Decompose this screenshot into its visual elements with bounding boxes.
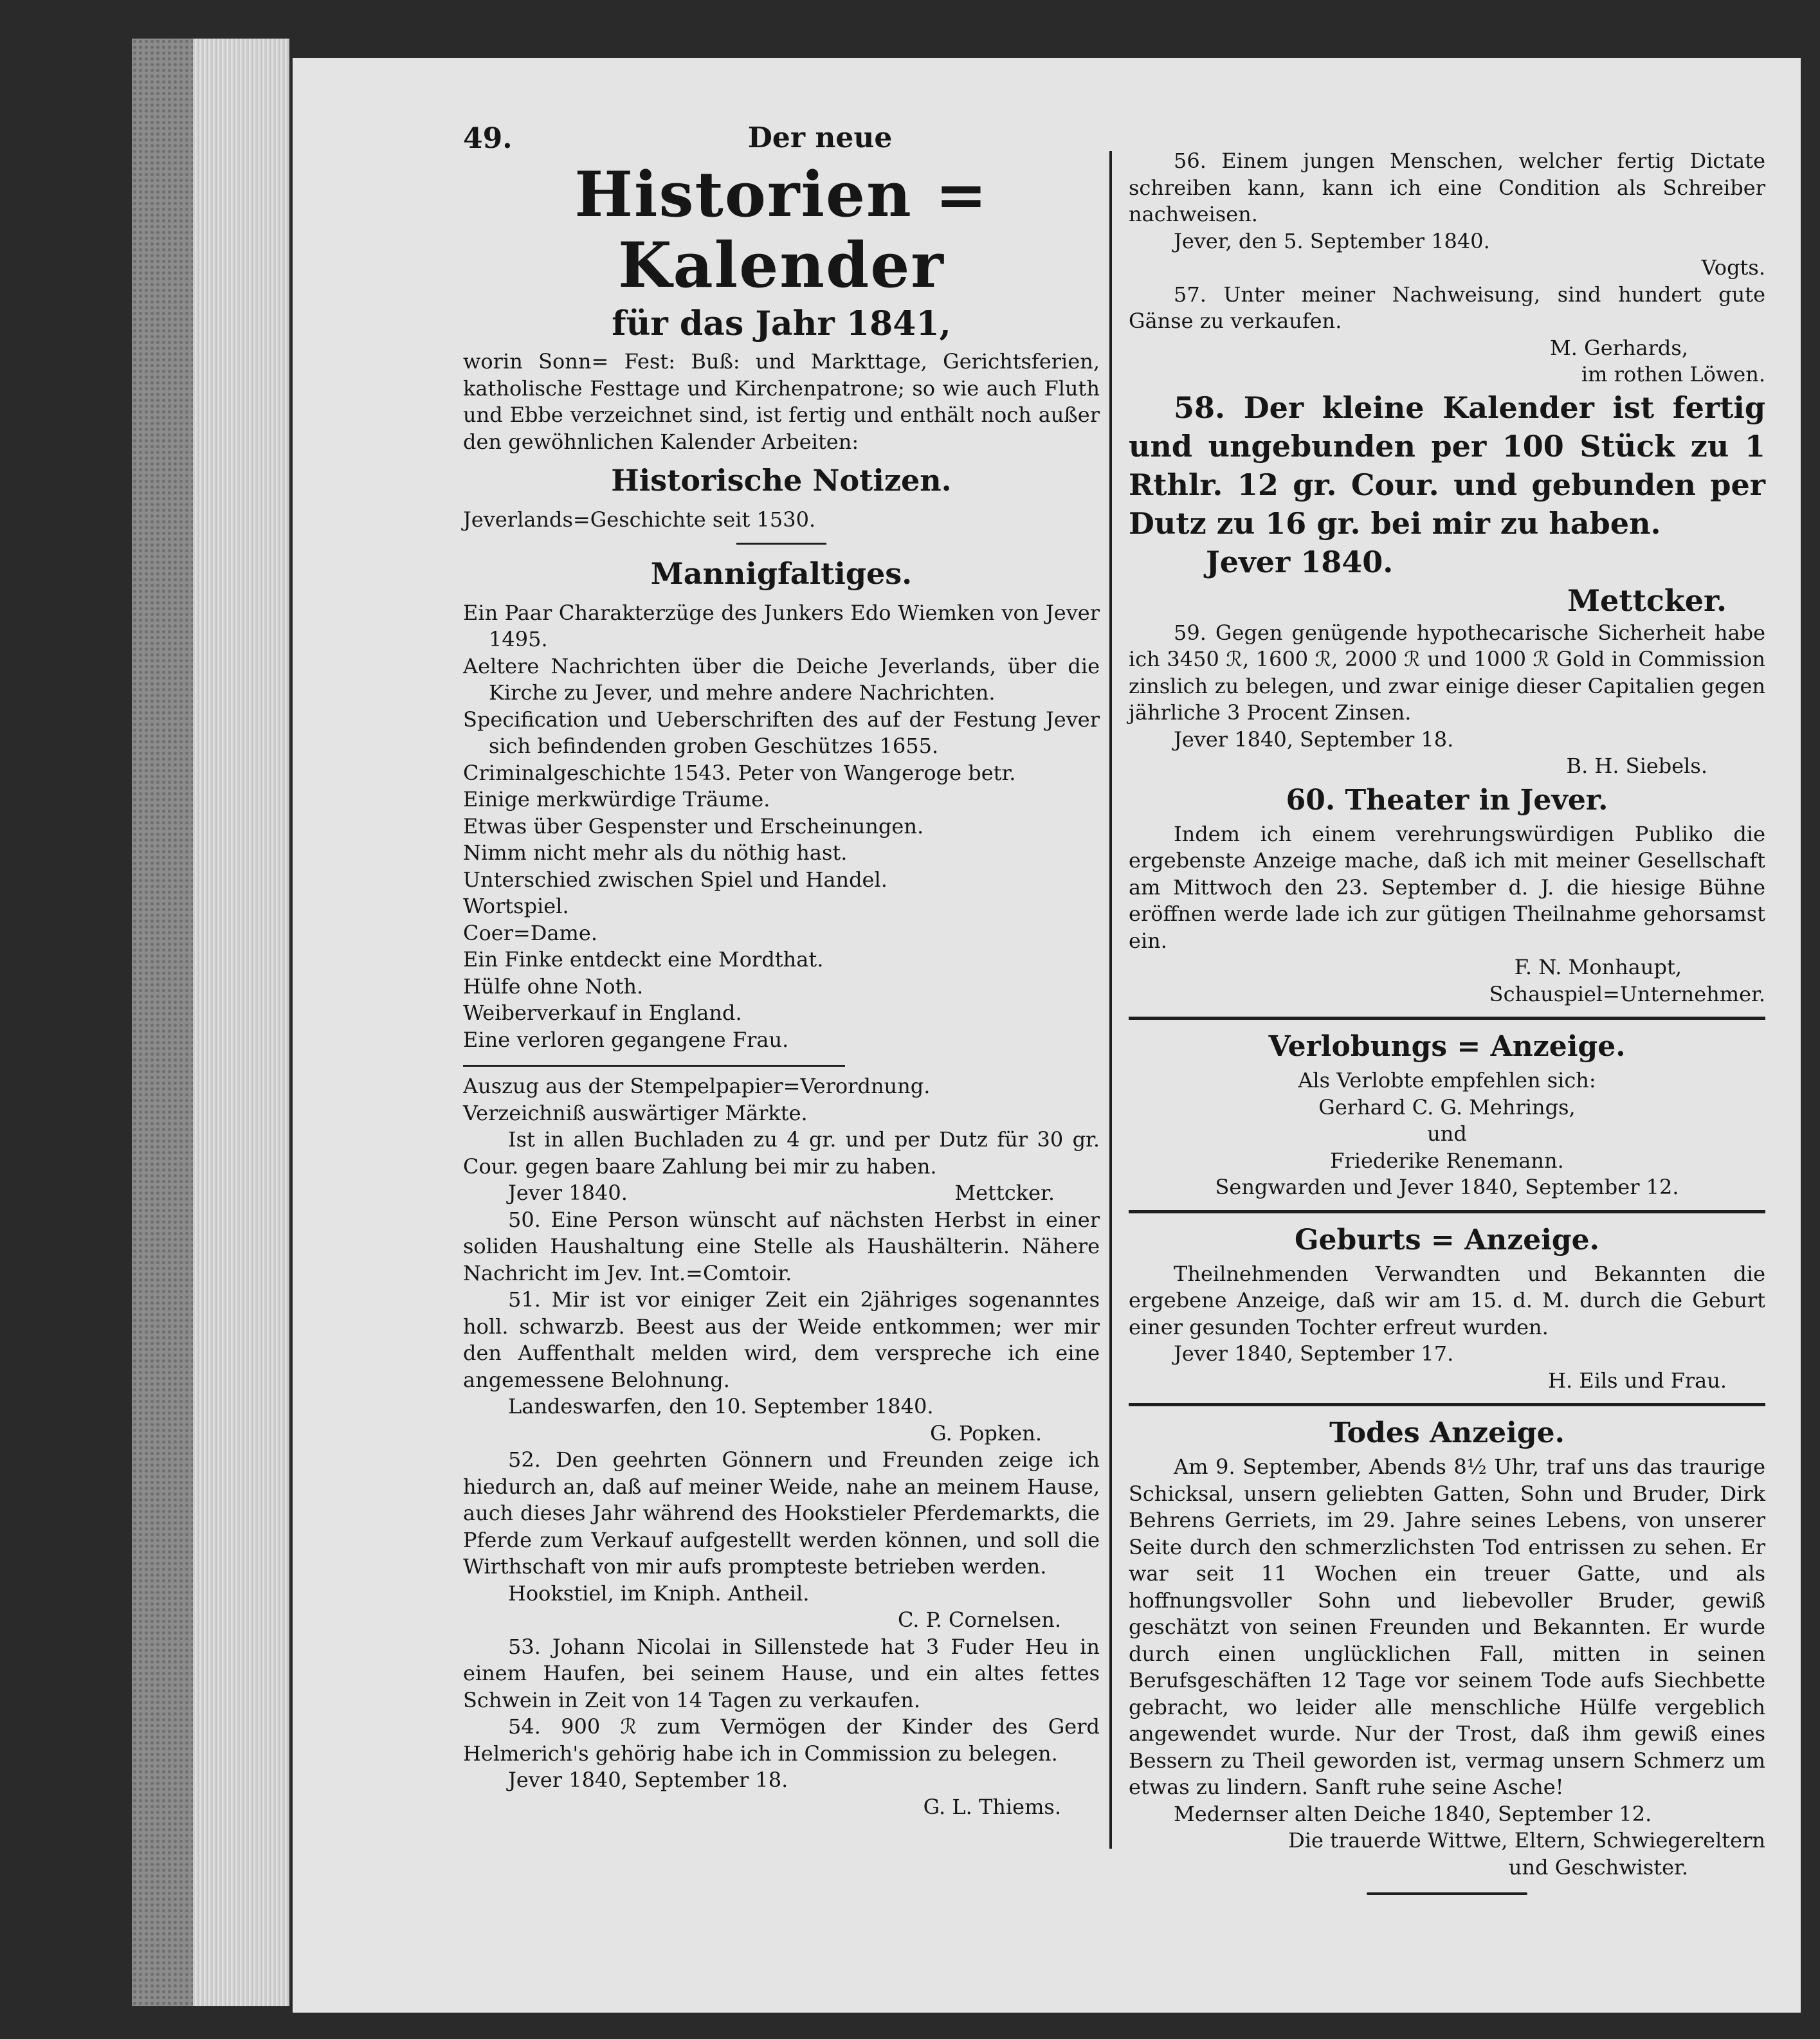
signature: und Geschwister. (1508, 1854, 1688, 1880)
end-flourish (1367, 1892, 1527, 1895)
place-date: Hookstiel, im Kniph. Antheil. (508, 1581, 810, 1606)
engagement-line: und (1427, 1121, 1467, 1146)
place-date: Sengwarden und Jever 1840, September 12. (1215, 1175, 1679, 1199)
list-item: Jeverlands=Geschichte seit 1530. (463, 507, 816, 532)
column-divider (1109, 151, 1112, 1849)
signature: H. Eils und Frau. (1548, 1368, 1727, 1393)
signature: Mettcker. (954, 1181, 1055, 1205)
ad-51: 51. Mir ist vor einiger Zeit ein 2jähriges sogenanntes holl. schwarzb. Beest aus der Weide entkommen; wer mir den Auffenthalt melden wird, dem verspreche ich eine angemessene Belohnung. (463, 1287, 1100, 1392)
ad-intro: worin Sonn= Fest: Buß: und Markttage, Gerichtsferien, katholische Festtage und Kirchenpatrone; so wie auch Fluth und Ebbe verzeichnet sind, ist fertig und enthält noch außer den gewöhnlichen Kalender Arbeiten: (463, 349, 1100, 454)
divider (463, 1065, 845, 1067)
signature-line (463, 1180, 1100, 1207)
list-item: Ein Paar Charakterzüge des Junkers Edo Wiemken von Jever 1495. (463, 600, 1100, 651)
place-date: Jever 1840, September 18. (508, 1768, 788, 1792)
list-item: Coer=Dame. (463, 920, 597, 945)
list-item: Aeltere Nachrichten über die Deiche Jeverlands, über die Kirche zu Jever, und mehre andere Nachrichten. (463, 653, 1100, 705)
ad-54: 54. 900 ℛ zum Vermögen der Kinder des Gerd Helmerich's gehörig habe ich in Commission zu belegen. (463, 1714, 1100, 1766)
signature: G. Popken. (930, 1420, 1042, 1445)
list-item: Nimm nicht mehr als du nöthig hast. (463, 840, 848, 865)
place-date: Jever 1840. (1206, 544, 1394, 579)
birth-title: Geburts = Anzeige. (1294, 1223, 1599, 1256)
list-item: Wortspiel. (463, 894, 569, 918)
ad-subtitle: für das Jahr 1841, (612, 304, 951, 343)
place-date: Jever 1840. (508, 1181, 628, 1205)
signature: G. L. Thiems. (923, 1794, 1061, 1819)
engagement-line: Als Verlobte empfehlen sich: (1298, 1068, 1596, 1092)
ad-59: 59. Gegen genügende hypothecarische Sicherheit habe ich 3450 ℛ, 1600 ℛ, 2000 ℛ und 1000 ℛ Gold in Commission zinslich zu belegen, und zwar einige dieser Capitalien gegen jährliche 3 Procent Zinsen. (1129, 620, 1765, 725)
engagement-line: Friederike Renemann. (1330, 1148, 1564, 1173)
death-text: Am 9. September, Abends 8½ Uhr, traf uns das traurige Schicksal, unsern geliebten Gatten, Sohn und Bruder, Dirk Behrens Gerriets, im 29. Jahre seines Lebens, von unserer Seite durch den schmerzlichsten Tod entrissen zu sehen. Er war seit 11 Wochen ein treuer Gatte, und als hoffnungsvoller Sohn und liebevoller Bruder, gewiß geschätzt von seinen Freunden und Bekannten. Er wurde durch einen unglücklichen Fall, mitten in seinen Berufsgeschäften 12 Tage vor seinem Tode aufs Siechbette gebracht, wo leider alle menschliche Hülfe vergeblich angewendet wurde. Nur der Trost, daß ihm gewiß eines Bessern zu Theil geworden ist, vermag unsern Schmerz um etwas zu lindern. Sanft ruhe seine Asche! (1129, 1454, 1765, 1799)
ad-60: Indem ich einem verehrungswürdigen Publiko die ergebenste Anzeige mache, daß ich mit meiner Gesellschaft am Mittwoch den 23. September d. J. die hiesige Bühne eröffnen werde lade ich zur gütigen Theilnahme gehorsamst ein. (1129, 821, 1765, 953)
left-column (463, 122, 1100, 1820)
birth-text: Theilnehmenden Verwandten und Bekannten die ergebene Anzeige, daß wir am 15. d. M. durch die Geburt einer gesunden Tochter erfreut wurden. (1129, 1261, 1765, 1339)
list-item: Criminalgeschichte 1543. Peter von Wangeroge betr. (463, 760, 1016, 785)
place-date: Jever 1840, September 18. (1174, 727, 1454, 752)
ad-52: 52. Den geehrten Gönnern und Freunden zeige ich hiedurch an, daß auf meiner Weide, nahe an meinem Hause, auch dieses Jahr während des Hookstieler Pferdemarkts, die Pferde zum Verkauf aufgestellt werden können, und soll die Wirthschaft von mir aufs prompteste betrieben werden. (463, 1447, 1100, 1579)
list-item: Verzeichniß auswärtiger Märkte. (463, 1100, 808, 1125)
death-title: Todes Anzeige. (1329, 1417, 1565, 1449)
divider (1129, 1017, 1765, 1020)
section-title: Historische Notizen. (611, 463, 952, 498)
ad-number: 49. (463, 122, 513, 155)
list-item: Unterschied zwischen Spiel und Handel. (463, 867, 887, 892)
place-date: Jever 1840, September 17. (1174, 1341, 1454, 1366)
ad-56: 56. Einem jungen Menschen, welcher fertig Dictate schreiben kann, kann ich eine Condition als Schreiber nachweisen. (1129, 149, 1765, 226)
contents-list-2 (463, 1073, 1100, 1127)
divider (1129, 1403, 1765, 1406)
page-edges (193, 39, 289, 2006)
divider (1129, 1210, 1765, 1213)
ad-58: 58. Der kleine Kalender ist fertig und ungebunden per 100 Stück zu 1 Rthlr. 12 gr. Cour. und gebunden per Dutz zu 16 gr. bei mir zu haben. (1129, 390, 1765, 541)
engagement-title: Verlobungs = Anzeige. (1268, 1030, 1626, 1063)
signature: F. N. Monhaupt, (1514, 955, 1682, 979)
list-item: Weiberverkauf in England. (463, 1001, 742, 1025)
contents-list (463, 600, 1100, 1054)
place-date: Landeswarfen, den 10. September 1840. (508, 1394, 934, 1418)
list-item: Specification und Ueberschriften des auf der Festung Jever sich befindenden groben Geschützes 1655. (463, 707, 1100, 758)
list-item: Einige merkwürdige Träume. (463, 787, 770, 811)
signature: C. P. Cornelsen. (897, 1608, 1061, 1632)
signature: Vogts. (1701, 255, 1765, 280)
place-date: Jever, den 5. September 1840. (1174, 228, 1490, 253)
signature: M. Gerhards, (1550, 335, 1688, 360)
newspaper-page (293, 58, 1801, 2013)
ad-53: 53. Johann Nicolai in Sillenstede hat 3 Fuder Heu in einem Haufen, bei seinem Hause, und ein altes fettes Schwein in Zeit von 14 Tagen zu verkaufen. (463, 1634, 1100, 1712)
book-spine (132, 39, 193, 2006)
list-item: Ein Finke entdeckt eine Mordthat. (463, 947, 824, 972)
ad-heading: Der neue (747, 122, 893, 154)
place-date: Medernser alten Deiche 1840, September 12. (1174, 1801, 1652, 1826)
price-note: Ist in allen Buchladen zu 4 gr. und per Dutz für 30 gr. Cour. gegen baare Zahlung bei mir zu haben. (463, 1127, 1100, 1179)
divider (736, 543, 826, 545)
ad-title: Historien = Kalender (574, 158, 988, 302)
list-item: Auszug aus der Stempelpapier=Verordnung. (463, 1074, 931, 1098)
theater-title: 60. Theater in Jever. (1286, 783, 1608, 817)
right-column (1129, 148, 1765, 1895)
ad-57: 57. Unter meiner Nachweisung, sind hundert gute Gänse zu verkaufen. (1129, 282, 1765, 333)
signature-detail: im rothen Löwen. (1581, 362, 1765, 386)
signature: Die trauerde Wittwe, Eltern, Schwiegereltern (1288, 1828, 1765, 1853)
section-title: Mannigfaltiges. (650, 556, 913, 591)
signature: B. H. Siebels. (1566, 754, 1707, 778)
list-item: Eine verloren gegangene Frau. (463, 1027, 789, 1052)
list-item: Hülfe ohne Noth. (463, 974, 644, 999)
signature-detail: Schauspiel=Unternehmer. (1489, 981, 1765, 1006)
list-item: Etwas über Gespenster und Erscheinungen. (463, 813, 924, 838)
engagement-line: Gerhard C. G. Mehrings, (1318, 1094, 1576, 1119)
signature: Mettcker. (1567, 583, 1727, 618)
ad-50: 50. Eine Person wünscht auf nächsten Herbst in einer soliden Haushaltung eine Stelle als Haushälterin. Nähere Nachricht im Jev. Int.=Comtoir. (463, 1207, 1100, 1285)
